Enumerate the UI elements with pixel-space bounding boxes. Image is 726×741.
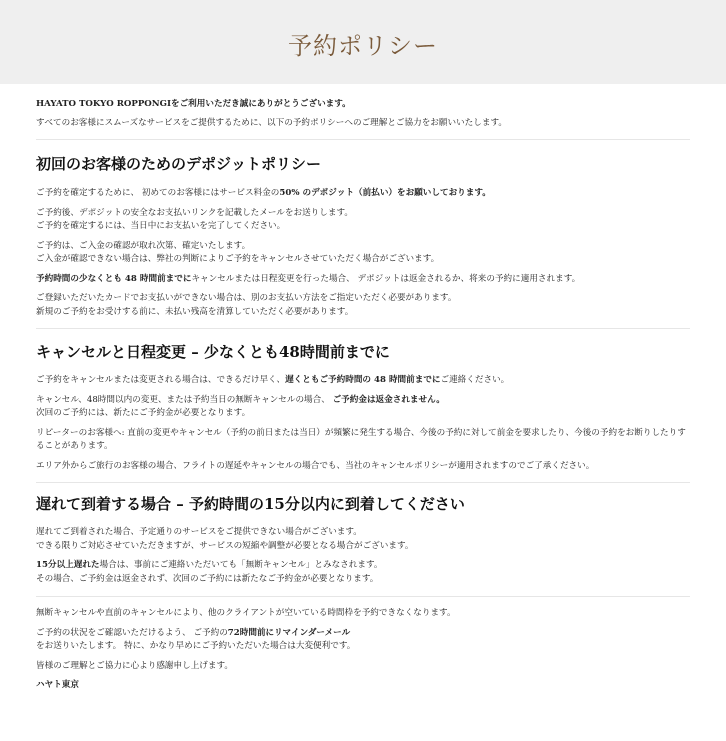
closing-paragraph: 皆様のご理解とご協力に心より感謝申し上げます。	[36, 660, 233, 671]
late-paragraph: 遅れてご到着された場合、予定通りのサービスをご提供できない場合がございます。 できる限りご対応させていただきますが、サービスの短縮や調整が必要となる場合がございます。	[36, 527, 414, 551]
divider	[36, 596, 690, 597]
late-section	[36, 494, 690, 586]
divider	[36, 482, 690, 483]
cancel-paragraph: キャンセル、48時間以内の変更、または予約当日の無断キャンセルの場合、 ご予約金は返金されません。 次回のご予約には、新たにご予約金が必要となります。	[36, 394, 445, 418]
cancel-paragraph: ご予約をキャンセルまたは変更される場合は、できるだけ早く、遅くともご予約時間の 48 時間前までにご連絡ください。	[36, 375, 510, 385]
deposit-paragraph: ご予約を確定するために、 初めてのお客様にはサービス料金の50% のデポジット（前払い）をお願いしております。	[36, 188, 491, 198]
deposit-paragraph: ご登録いただいたカードでお支払いができない場合は、別のお支払い方法をご指定いただく必要があります。 新規のご予約をお受けする前に、未払い残高を清算していただく必要があります。	[36, 293, 457, 317]
late-paragraph: 15分以上遅れた場合は、事前にご連絡いただいても「無断キャンセル」とみなされます。 その場合、ご予約金は返金されず、次回のご予約には新たなご予約金が必要となります。	[36, 560, 383, 584]
late-heading: 遅れて到着する場合 – 予約時間の15分以内に到着してください	[36, 495, 465, 513]
signature: ハヤト東京	[36, 680, 79, 690]
page-header	[0, 0, 726, 84]
cancel-paragraph: リピーターのお客様へ: 直前の変更やキャンセル（予約の前日または当日）が頻繁に発生する場合、今後の予約に対して前金を要求したり、今後の予約をお断りしたりすることがあります。	[36, 427, 686, 451]
intro-section	[36, 96, 690, 130]
deposit-paragraph: ご予約は、ご入金の確認が取れ次第、確定いたします。 ご入金が確認できない場合は、弊社の判断によりご予約をキャンセルさせていただく場合がございます。	[36, 240, 440, 264]
page-title: 予約ポリシー	[288, 31, 438, 60]
lead-text: すべてのお客様にスムーズなサービスをご提供するために、以下の予約ポリシーへのご理解とご協力をお願いいたします。	[36, 117, 507, 128]
divider	[36, 139, 690, 140]
cancel-heading: キャンセルと日程変更 – 少なくとも48時間前までに	[36, 343, 390, 361]
closing-paragraph: ご予約の状況をご確認いただけるよう、 ご予約の72時間前にリマインダーメール をお送りいたします。 特に、かなり早めにご予約いただいた場合は大変便利です。	[36, 627, 356, 651]
deposit-paragraph: 予約時間の少なくとも 48 時間前までにキャンセルまたは日程変更を行った場合、 デポジットは返金されるか、将来の予約に適用されます。	[36, 273, 581, 284]
cancel-paragraph: エリア外からご旅行のお客様の場合、フライトの遅延やキャンセルの場合でも、当社のキャンセルポリシーが適用されますのでご了承ください。	[36, 460, 595, 471]
deposit-section	[36, 154, 690, 319]
policy-content	[0, 84, 726, 693]
closing-section	[36, 607, 690, 693]
closing-paragraph: 無断キャンセルや直前のキャンセルにより、他のクライアントが空いている時間枠を予約できなくなります。	[36, 608, 456, 618]
deposit-heading: 初回のお客様のためのデポジットポリシー	[36, 155, 322, 173]
welcome-text: HAYATO TOKYO ROPPONGIをご利用いただき誠にありがとうございます。	[36, 99, 351, 109]
divider	[36, 328, 690, 329]
cancel-section	[36, 342, 690, 473]
deposit-paragraph: ご予約後、デポジットの安全なお支払いリンクを記載したメールをお送りします。 ご予約を確定するには、当日中にお支払いを完了してください。	[36, 207, 353, 231]
